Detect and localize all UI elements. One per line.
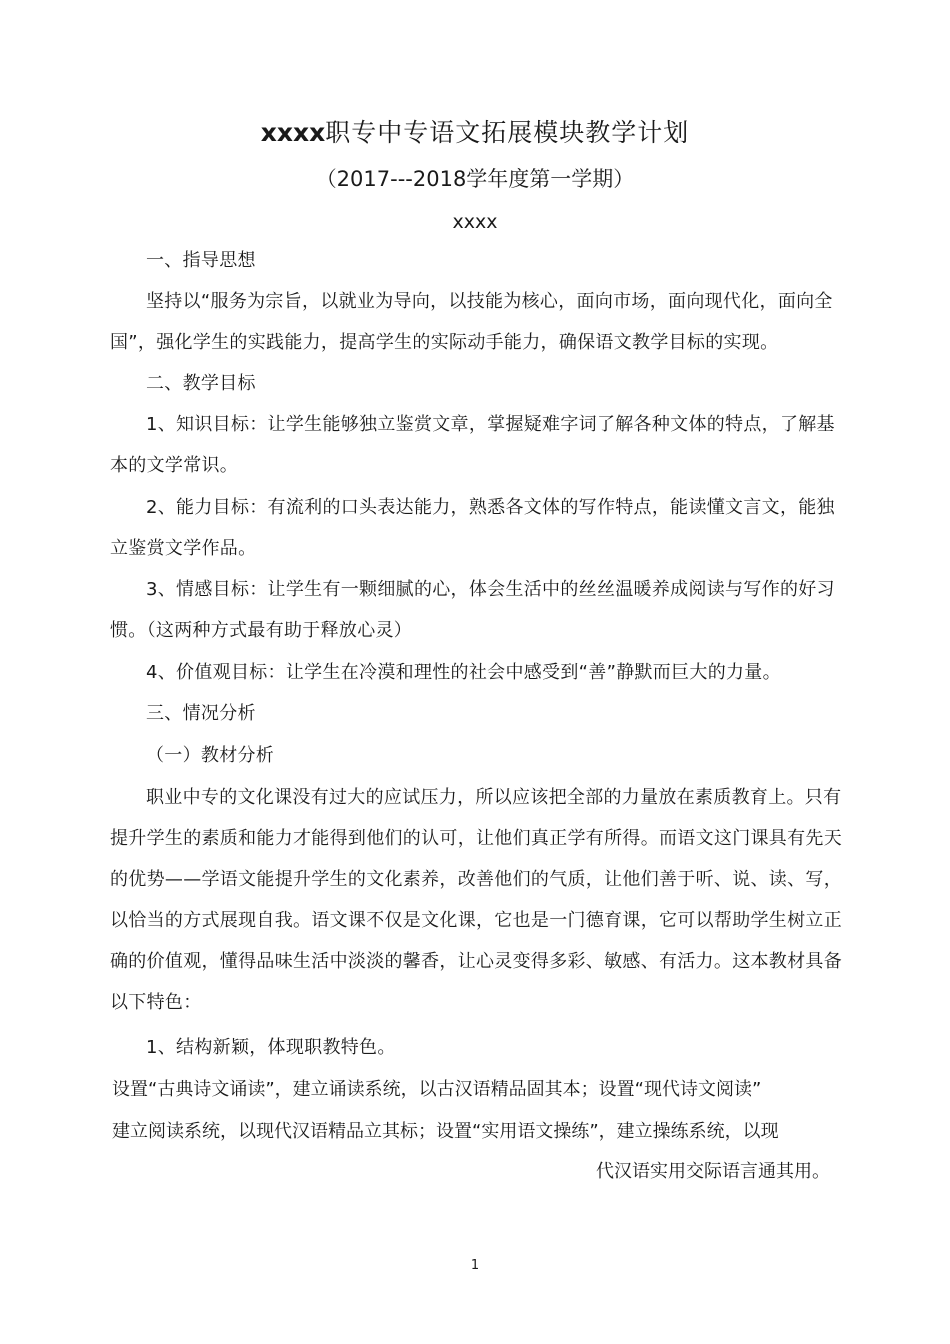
feature-1-line-3: 代汉语实用交际语言通其用。 — [596, 1161, 830, 1182]
goal-knowledge: 1、知识目标：让学生能够独立鉴赏文章，掌握疑难字词了解各种文体的特点，了解基本的文学常识。 — [110, 414, 835, 476]
section-3-body: 职业中专的文化课没有过大的应试压力，所以应该把全部的力量放在素质教育上。只有提升学生的素质和能力才能得到他们的认可，让他们真正学有所得。而语文这门课具有先天的优势——学语文能提升学生的文化素养，改善他们的气质，让他们善于听、说、读、写，以恰当的方式展现自我。语文课不仅是文化课，它也是一门德育课，它可以帮助学生树立正确的价值观，懂得品味生活中淡淡的馨香，让心灵变得多彩、敏感、有活力。这本教材具备以下特色： — [110, 787, 842, 1013]
document-subtitle: （2017---2018学年度第一学期） — [315, 167, 635, 191]
goal-ability: 2、能力目标：有流利的口头表达能力，熟悉各文体的写作特点，能读懂文言文，能独立鉴赏文学作品。 — [110, 497, 835, 559]
page-number: 1 — [470, 1258, 480, 1273]
feature-1-line-1: 设置“古典诗文诵读”，建立诵读系统，以古汉语精品固其本；设置“现代诗文阅读” — [112, 1079, 762, 1100]
document-author: xxxx — [452, 211, 498, 233]
section-1-heading: 一、指导思想 — [146, 250, 256, 271]
section-3-heading: 三、情况分析 — [146, 703, 256, 724]
goal-emotion: 3、情感目标：让学生有一颗细腻的心，体会生活中的丝丝温暖养成阅读与写作的好习惯。（这两种方式最有助于释放心灵） — [110, 579, 835, 641]
feature-1-line-2: 建立阅读系统，以现代汉语精品立其标；设置“实用语文操练”，建立操练系统，以现 — [112, 1121, 779, 1142]
title-main: 职专中专语文拓展模块教学计划 — [325, 118, 690, 147]
document-title — [0, 116, 950, 150]
goal-values: 4、价值观目标：让学生在冷漠和理性的社会中感受到“善”静默而巨大的力量。 — [146, 662, 781, 683]
section-3-subheading: （一）教材分析 — [146, 745, 275, 766]
section-1-body: 坚持以“服务为宗旨，以就业为导向，以技能为核心，面向市场，面向现代化，面向全国”，强化学生的实践能力，提高学生的实际动手能力，确保语文教学目标的实现。 — [110, 291, 833, 353]
feature-1-heading: 1、结构新颖，体现职教特色。 — [146, 1037, 396, 1058]
title-prefix: xxxx — [260, 118, 326, 147]
section-2-heading: 二、教学目标 — [146, 373, 256, 394]
